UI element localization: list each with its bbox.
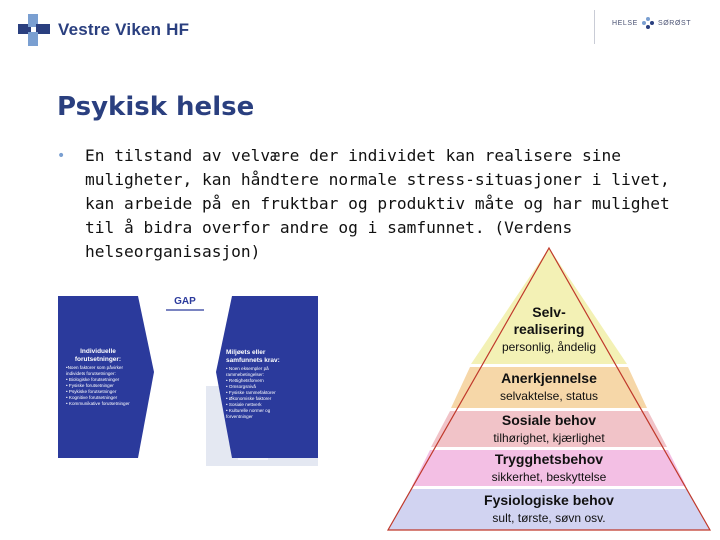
dots-logo-icon: [641, 16, 655, 30]
gap-left-title-1: Individuelle: [80, 348, 116, 355]
pyramid-level-3-subtitle: tilhørighet, kjærlighet: [493, 431, 605, 445]
gap-right-title-1: Miljøets eller: [226, 349, 266, 356]
gap-right-item: forventninger: [226, 414, 253, 419]
gap-right-shape: [216, 296, 318, 458]
cross-logo-icon: [18, 14, 50, 46]
gap-right-item: • Fysiske rammefaktorer: [226, 390, 276, 395]
gap-right-item: rammebetingelser:: [226, 372, 265, 377]
pyramid-level-5-title: Fysiologiske behov: [484, 492, 614, 508]
helse-text: HELSE: [612, 19, 638, 27]
gap-left-item: • Kommunikative forutsetninger: [66, 401, 130, 406]
gap-label: GAP: [174, 296, 196, 307]
bullet-text: En tilstand av velvære der individet kan realisere sine muligheter, kan håndtere normale stress-situasjoner i livet, kan arbeide på en fruktbar og produktiv måte og har mulighet til å bidra overfor andre og i samfunnet. (Verdens helseorganisasjon): [85, 146, 670, 261]
gap-right-item: • Noen eksempler på: [226, 366, 269, 371]
vestre-viken-logo: [18, 14, 189, 46]
gap-left-item: • Biologiske forutsetninger: [66, 377, 120, 382]
gap-right-item: • Omsorgsnivå: [226, 384, 256, 389]
pyramid-level-1-subtitle: personlig, åndelig: [501, 340, 597, 354]
slide-title: Psykisk helse: [57, 92, 255, 122]
gap-left-item: • Kognitive forutsetninger: [66, 395, 118, 400]
pyramid-level-1-title-2: realisering: [513, 321, 585, 337]
gap-figure: [58, 290, 320, 470]
header-divider: [594, 10, 595, 44]
pyramid-level-3-title: Sosiale behov: [501, 412, 597, 428]
helse-sorost-logo: [612, 16, 691, 30]
gap-left-item: •Noen faktorer som påvirker: [66, 365, 124, 370]
pyramid-level-2-subtitle: selvaktelse, status: [499, 389, 599, 403]
gap-right-item: • Sosiale nettverk: [226, 402, 262, 407]
pyramid-level-4-title: Trygghetsbehov: [494, 451, 604, 467]
pyramid-level-4-subtitle: sikkerhet, beskyttelse: [491, 470, 607, 484]
org-name: Vestre Viken HF: [58, 20, 190, 39]
gap-left-title-2: forutsetninger:: [74, 356, 122, 363]
gap-left-item: • Psykiske forutsetninger: [66, 389, 117, 394]
gap-right-title-2: samfunnets krav:: [226, 357, 280, 364]
bullet-dot-icon: •: [57, 148, 66, 164]
maslow-pyramid: [384, 244, 714, 534]
pyramid-level-5-subtitle: sult, tørste, søvn osv.: [492, 511, 606, 525]
pyramid-level-2-title: Anerkjennelse: [501, 370, 597, 386]
gap-left-item: • Fysiske forutsetninger: [66, 383, 114, 388]
gap-left-item: individets forutsetninger:: [66, 371, 116, 376]
sorost-text: SØRØST: [657, 19, 692, 27]
pyramid-level-1-title: Selv-: [532, 304, 566, 320]
gap-right-item: • Kulturelle normer og: [226, 408, 271, 413]
gap-right-item: • Rettighetsforvern: [226, 378, 264, 383]
gap-right-item: • Økonomiske faktorer: [226, 396, 272, 401]
